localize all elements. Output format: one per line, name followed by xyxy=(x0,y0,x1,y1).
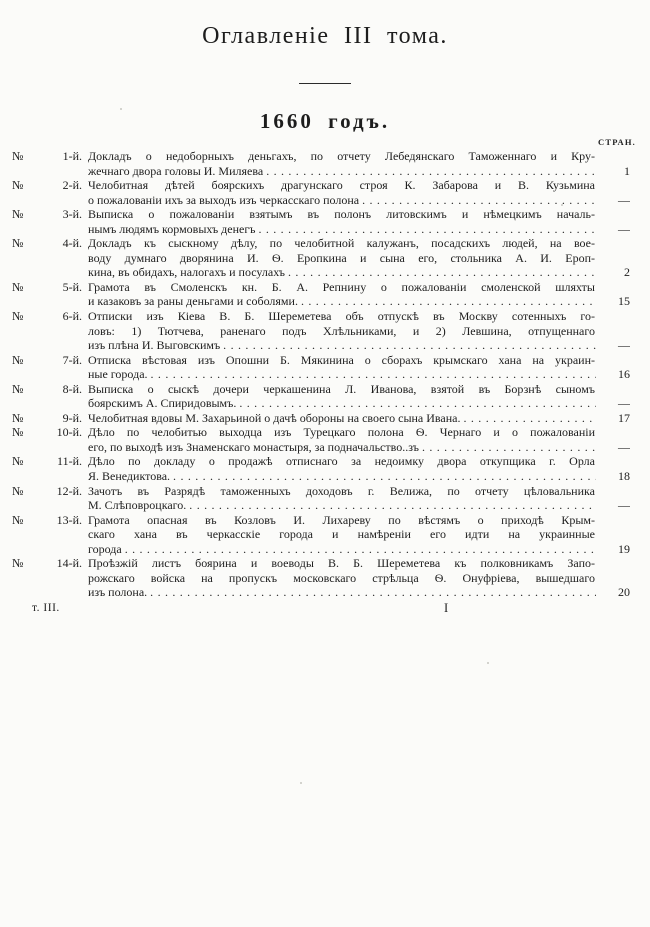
toc-entry xyxy=(12,381,630,411)
toc-entry xyxy=(12,309,630,353)
entry-no-symbol: № xyxy=(12,352,24,367)
entry-line-text: скаго хана въ черкасскіе города и намѣреніи его идти на украинные xyxy=(88,527,595,542)
entry-line-text: Челобитная вдовы М. Захарьиной о дачѣ обороны на своего сына Ивана. xyxy=(88,410,461,425)
entry-lines xyxy=(88,425,630,454)
entry-line xyxy=(88,469,630,484)
toc-entry xyxy=(12,483,630,513)
entry-line xyxy=(88,251,595,266)
toc-entry xyxy=(12,352,630,382)
entry-lines xyxy=(88,454,630,483)
entry-no-symbol: № xyxy=(12,309,24,324)
toc-entry xyxy=(12,149,630,178)
dot-leader xyxy=(255,222,596,237)
entry-lines xyxy=(88,411,630,426)
entry-line-text: Докладъ къ сыскному дѣлу, по челобитной калужанъ, посадскихъ людей, на вое- xyxy=(88,236,595,251)
entry-page-number: 16 xyxy=(618,367,630,382)
entry-number: 10-й. xyxy=(56,425,82,440)
dot-leader xyxy=(170,469,596,484)
entry-page-number: — xyxy=(618,439,630,454)
toc-entry xyxy=(12,425,630,454)
entry-number: 4-й. xyxy=(62,236,82,251)
entry-page-number: 18 xyxy=(618,469,630,484)
toc-entry xyxy=(12,556,630,600)
entry-page-number: — xyxy=(618,221,630,236)
entry-line xyxy=(88,585,630,600)
entry-line xyxy=(88,222,630,237)
entry-line xyxy=(88,440,630,455)
entry-line-text: ные города. xyxy=(88,367,148,382)
volume-label: т. III. xyxy=(32,601,60,614)
page-title: Оглавленіе III тома. xyxy=(202,23,448,49)
entry-line xyxy=(88,294,630,309)
entry-line-text: изъ плѣна И. Выговскимъ xyxy=(88,338,221,353)
entry-number: 11-й. xyxy=(57,454,82,469)
entry-lines xyxy=(88,513,630,557)
entry-line-text: Дѣло по докладу о продажѣ отписнаго за недоимку двора откупщика г. Орла xyxy=(88,454,595,469)
dot-leader xyxy=(285,265,596,280)
entry-line-text: Челобитная дѣтей боярскихъ драгунскаго строя К. Забарова и В. Кузьмина xyxy=(88,178,595,193)
entry-line-text: рожскаго войска на пропускъ московскаго стрѣльца Ѳ. Онуфріева, вышедшаго xyxy=(88,570,595,585)
entry-lines xyxy=(88,207,630,236)
entry-lines xyxy=(88,484,630,513)
entry-no-symbol: № xyxy=(12,381,24,396)
entry-page-number: 20 xyxy=(618,585,630,600)
entry-line xyxy=(88,513,595,528)
entry-line xyxy=(88,367,630,382)
entry-line-text: М. Слѣповроцкаго. xyxy=(88,498,187,513)
entry-page-number: 15 xyxy=(618,294,630,309)
entry-line-text: его, по выходѣ изъ Знаменскаго монастыря, за подначальство..зъ xyxy=(88,439,419,454)
entry-number: 3-й. xyxy=(62,207,82,222)
entry-line-text: Грамота опасная въ Козловъ И. Лихареву по вѣстямъ о приходѣ Крым- xyxy=(88,512,595,527)
entry-line xyxy=(88,193,630,208)
entry-number: 8-й. xyxy=(62,381,82,396)
entry-no-symbol: № xyxy=(12,454,24,469)
entry-no-symbol: № xyxy=(12,512,24,527)
entry-page-number: — xyxy=(618,338,630,353)
section-heading: 1660 годъ. xyxy=(259,109,391,133)
entry-line-text: города xyxy=(88,541,122,556)
entry-no-symbol: № xyxy=(12,149,24,163)
entry-line xyxy=(88,338,630,353)
entry-number: 5-й. xyxy=(62,279,82,294)
toc-entry xyxy=(12,178,630,207)
entry-no-symbol: № xyxy=(12,483,24,498)
scan-speck xyxy=(561,204,563,206)
scan-speck xyxy=(487,662,489,664)
entry-number: 9-й. xyxy=(62,410,82,425)
dot-leader xyxy=(220,338,596,353)
dot-leader xyxy=(461,411,597,426)
entry-number: 13-й. xyxy=(56,512,82,527)
entry-line-text: ловъ: 1) Тютчева, раненаго подъ Хлѣльниками, и 2) Левшина, отпущеннаго xyxy=(88,323,595,338)
entry-line-text: жечнаго двора головы И. Миляева xyxy=(88,163,264,178)
entry-no-symbol: № xyxy=(12,236,24,251)
entry-lines xyxy=(88,280,630,309)
section-divider xyxy=(299,83,351,84)
entry-line-text: Я. Венедиктова. xyxy=(88,469,171,484)
entry-line-text: Выписка о пожалованіи взятымъ въ полонъ литовскимъ и нѣмецкимъ началь- xyxy=(88,207,595,222)
entry-lines xyxy=(88,353,630,382)
toc-entry xyxy=(12,207,630,236)
entry-no-symbol: № xyxy=(12,279,24,294)
entry-line xyxy=(88,280,595,295)
entry-line-text: воду думнаго дворянина И. Ѳ. Еропкина и сына его, стольника А. И. Ероп- xyxy=(88,250,595,265)
entry-line xyxy=(88,484,595,499)
dot-leader xyxy=(419,440,596,455)
entry-no-symbol: № xyxy=(12,556,24,571)
dot-leader xyxy=(263,164,596,179)
dot-leader xyxy=(186,498,596,513)
entry-no-symbol: № xyxy=(12,410,24,425)
entry-page-number: 2 xyxy=(624,265,630,280)
entry-line xyxy=(88,164,630,179)
entry-lines xyxy=(88,178,630,207)
dot-leader xyxy=(147,585,596,600)
entry-line xyxy=(88,396,630,411)
entry-line xyxy=(88,454,595,469)
entry-line xyxy=(88,207,595,222)
entry-page-number: 1 xyxy=(624,163,630,178)
entry-line-text: о пожалованіи ихъ за выходъ изъ черкасскаго полона xyxy=(88,192,360,207)
entry-no-symbol: № xyxy=(12,178,24,193)
entry-line xyxy=(88,425,595,440)
entry-line xyxy=(88,309,595,324)
entry-no-symbol: № xyxy=(12,207,24,222)
entry-number: 1-й. xyxy=(62,149,82,163)
entry-line-text: Выписка о сыскѣ дочери черкашенина Л. Иванова, взятой въ Борзнѣ сыномъ xyxy=(88,381,595,396)
entry-lines xyxy=(88,236,630,280)
toc-entry xyxy=(12,279,630,309)
entry-line-text: Отписки изъ Кіева В. Б. Шереметева объ отпускѣ въ Москву сотенныхъ го- xyxy=(88,309,595,324)
entry-page-number: — xyxy=(618,396,630,411)
entry-line-text: и казаковъ за раны деньгами и соболями. xyxy=(88,294,298,309)
entry-lines xyxy=(88,309,630,353)
entry-line-text: Докладъ о недоборныхъ деньгахъ, по отчету Лебедянскаго Таможеннаго и Кру- xyxy=(88,149,595,163)
toc-entry xyxy=(12,236,630,280)
toc-entry xyxy=(12,454,630,484)
entry-line xyxy=(88,571,595,586)
entry-line xyxy=(88,498,630,513)
entry-no-symbol: № xyxy=(12,425,24,440)
entry-line xyxy=(88,556,595,571)
entry-line xyxy=(88,324,595,339)
entry-page-number: 17 xyxy=(618,410,630,425)
entry-number: 14-й. xyxy=(56,556,82,571)
entry-line xyxy=(88,265,630,280)
entry-line xyxy=(88,382,595,397)
scanned-page xyxy=(0,22,650,927)
entry-number: 2-й. xyxy=(62,178,82,193)
entry-number: 6-й. xyxy=(62,309,82,324)
entry-line xyxy=(88,542,630,557)
entry-line-text: изъ полона. xyxy=(88,585,148,600)
entry-line-text: Дѣло по челобитью выходца изъ Турецкаго полона Ѳ. Чернаго и о пожалованіи xyxy=(88,425,595,440)
entry-line xyxy=(88,236,595,251)
dot-leader xyxy=(148,367,596,382)
entry-line-text: кина, въ обидахъ, налогахъ и посулахъ xyxy=(88,265,285,280)
dot-leader xyxy=(298,294,596,309)
page-footer xyxy=(0,601,650,617)
entry-line-text: Грамота въ Смоленскъ кн. Б. А. Репнину о пожалованіи смоленской шляхты xyxy=(88,279,595,294)
entry-line-text: Отписка вѣстовая изъ Опошни Б. Мякинина о сборахъ крымскаго хана на украин- xyxy=(88,352,595,367)
entry-line xyxy=(88,149,595,164)
entry-lines xyxy=(88,149,630,178)
entry-page-number: — xyxy=(618,498,630,513)
entry-line-text: боярскимъ А. Спиридовымъ. xyxy=(88,396,237,411)
entry-number: 7-й. xyxy=(62,352,82,367)
toc-entry xyxy=(12,410,630,426)
entry-lines xyxy=(88,556,630,600)
dot-leader xyxy=(122,542,596,557)
entry-lines xyxy=(88,382,630,411)
toc-entry xyxy=(12,512,630,557)
entry-page-number: 19 xyxy=(618,541,630,556)
entry-line xyxy=(88,527,595,542)
dot-leader xyxy=(236,396,596,411)
entry-page-number: — xyxy=(618,192,630,207)
signature-mark: I xyxy=(444,600,449,615)
entry-line xyxy=(88,353,595,368)
toc-list xyxy=(0,149,650,600)
entry-number: 12-й. xyxy=(56,483,82,498)
scan-speck xyxy=(300,782,302,784)
entry-line xyxy=(88,178,595,193)
page-column-header: СТРАН. xyxy=(598,137,636,147)
entry-line-text: Зачотъ въ Разрядѣ таможенныхъ доходовъ г. Велижа, по отчету цѣловальника xyxy=(88,483,595,498)
entry-line-text: Проѣзжій листъ боярина и воеводы В. Б. Шереметева къ полковникамъ Запо- xyxy=(88,556,595,571)
entry-line xyxy=(88,411,630,426)
entry-line-text: нымъ людямъ кормовыхъ денегъ xyxy=(88,221,256,236)
scan-speck xyxy=(120,108,122,110)
